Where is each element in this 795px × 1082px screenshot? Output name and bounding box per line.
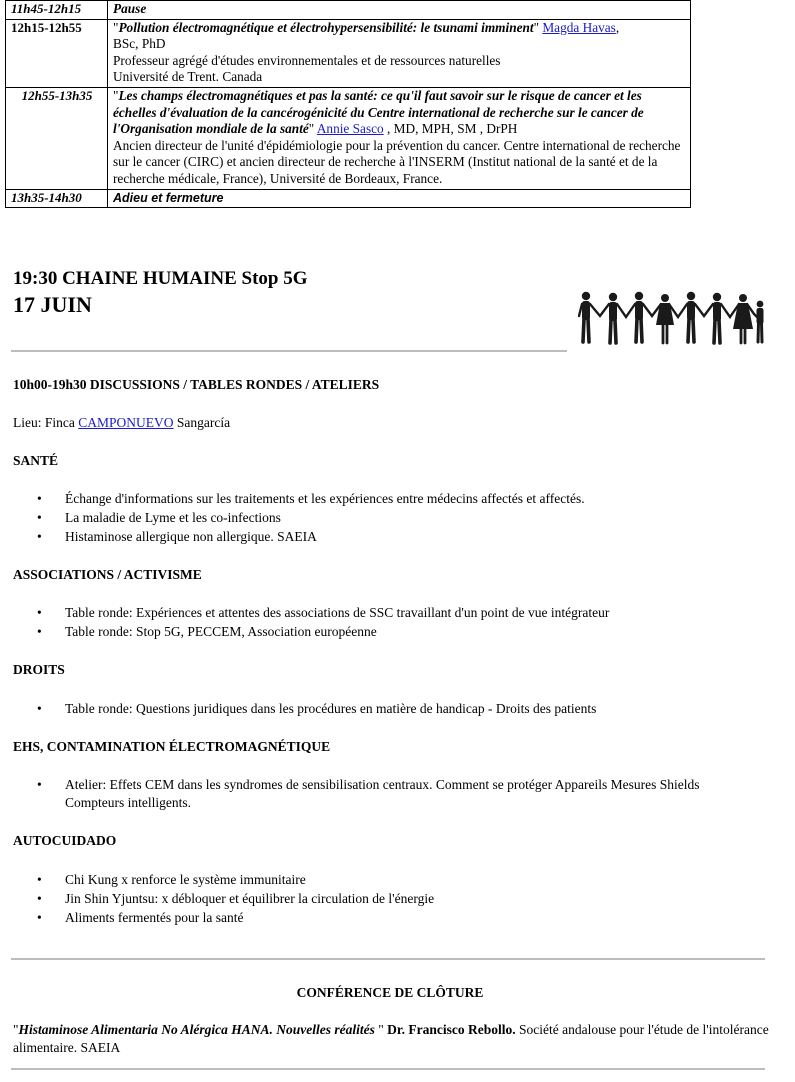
- sante-list: [0, 490, 780, 547]
- list-item: [0, 700, 780, 718]
- discussions-heading: 10h00-19h30 DISCUSSIONS / TABLES RONDES / ATELIERS: [13, 377, 380, 392]
- list-item: [0, 776, 780, 811]
- list-item: [0, 909, 780, 927]
- session-title: Les champs électromagnétiques et pas la santé: ce qu'il faut savoir sur le risque de cancer et les échelles d'évaluation de la cancérogénicité du Centre international de recherche sur le cancer de l'Organisation mondiale de la santé: [113, 87, 644, 137]
- closing-speaker: Dr. Francisco Rebollo.: [387, 1022, 516, 1037]
- list-item-text: Table ronde: Stop 5G, PECCEM, Association européenne: [65, 624, 377, 639]
- closing-title: Histaminose Alimentaria No Alérgica HANA. Nouvelles réalités: [18, 1022, 375, 1037]
- session-title: Pollution électromagnétique et électrohypersensibilité: le tsunami imminent: [118, 19, 534, 35]
- section-divider: [11, 350, 567, 352]
- table-row: [6, 1, 691, 20]
- associations-list: [0, 604, 780, 642]
- session-title: Pause: [113, 1, 147, 16]
- session-cell: [108, 189, 691, 208]
- bullet-icon: •: [37, 529, 42, 544]
- list-item-text: La maladie de Lyme et les co-infections: [65, 510, 281, 525]
- list-item-text: Jin Shin Yjuntsu: x débloquer et équilibrer la circulation de l'énergie: [65, 891, 435, 906]
- speaker-suffix: , MD, MPH, SM , DrPH: [383, 121, 518, 137]
- section-divider: [11, 1068, 765, 1070]
- time-cell: 13h35-14h30: [6, 189, 108, 208]
- section-title-autocuidado: AUTOCUIDADO: [13, 833, 117, 848]
- section-title-sante: SANTÉ: [13, 453, 59, 468]
- bullet-icon: •: [37, 891, 42, 906]
- list-item-text: Chi Kung x renforce le système immunitaire: [65, 872, 306, 887]
- droits-list: [0, 700, 780, 719]
- speaker-link-havas[interactable]: Magda Havas: [542, 19, 616, 35]
- list-item: [0, 871, 780, 889]
- speaker-suffix: ,: [615, 19, 620, 35]
- bullet-icon: •: [37, 624, 42, 639]
- list-item-text: Atelier: Effets CEM dans les syndromes de sensibilisation centraux. Comment se protéger Appareils Mesures Shields Compteurs intelligents.: [65, 777, 700, 810]
- time-cell: 12h15-12h55: [6, 19, 108, 87]
- closing-paragraph: [13, 1021, 775, 1056]
- speaker-link-sasco[interactable]: Annie Sasco: [316, 121, 384, 137]
- session-cell: [108, 1, 691, 20]
- list-item-text: Aliments fermentés pour la santé: [65, 910, 244, 925]
- quote-mark: ": [374, 1022, 388, 1037]
- speaker-bio: Ancien directeur de l'unité d'épidémiologie pour la prévention du cancer. Centre international de recherche sur le cancer (CIRC) et ancien directeur de recherche à l'INSERM (Institut national de la santé et de la recherche médicale, France), Université de Bordeaux, France.: [113, 137, 681, 186]
- ehs-list: [0, 776, 780, 813]
- schedule-table: [5, 0, 691, 208]
- session-cell: "Pollution électromagnétique et électrohypersensibilité: le tsunami imminent" Magda Havas, BSc, PhD Professeur agrégé d'études environnementales et de ressources naturelles Université de Trent. Canada: [108, 19, 691, 87]
- bullet-icon: •: [37, 910, 42, 925]
- list-item: [0, 490, 780, 508]
- list-item: [0, 528, 780, 546]
- bullet-icon: •: [37, 491, 42, 506]
- event-date: 17 JUIN: [13, 292, 92, 317]
- section-divider: [11, 958, 765, 960]
- table-row: [6, 189, 691, 208]
- closing-heading: CONFÉRENCE DE CLÔTURE: [296, 985, 484, 1000]
- section-title-associations: ASSOCIATIONS / ACTIVISME: [13, 567, 202, 582]
- autocuidado-list: [0, 871, 780, 928]
- list-item-text: Échange d'informations sur les traitements et les expériences entre médecins affectés et affectés.: [65, 491, 585, 506]
- bullet-icon: •: [37, 605, 42, 620]
- bullet-icon: •: [37, 510, 42, 525]
- venue-prefix: Lieu: Finca: [13, 415, 79, 430]
- time-cell: 12h55-13h35: [6, 87, 108, 189]
- list-item: [0, 623, 780, 641]
- session-cell: "Les champs électromagnétiques et pas la santé: ce qu'il faut savoir sur le risque de cancer et les échelles d'évaluation de la cancérogénicité du Centre international de recherche sur le cancer de l'Organisation mondiale de la santé" Annie Sasco , MD, MPH, SM , DrPH Ancien directeur de l'unité d'épidémiologie pour la prévention du cancer. Centre international de recherche sur le cancer (CIRC) et ancien directeur de recherche à l'INSERM (Institut national de la santé et de la recherche médicale, France), Université de Bordeaux, France.: [108, 87, 691, 189]
- quote-mark: ": [13, 1022, 19, 1037]
- session-title: Adieu et fermeture: [113, 190, 224, 205]
- section-title-ehs: EHS, CONTAMINATION ÉLECTROMAGNÉTIQUE: [13, 739, 331, 754]
- time-cell: 11h45-12h15: [6, 1, 108, 20]
- list-item: [0, 604, 780, 622]
- speaker-affiliation: Université de Trent. Canada: [113, 69, 263, 85]
- bullet-icon: •: [37, 701, 42, 716]
- table-row: [6, 87, 691, 189]
- list-item: [0, 509, 780, 527]
- venue-line: [13, 414, 230, 431]
- closing-affiliation: Société andalouse pour l'étude de l'intolérance alimentaire. SAEIA: [13, 1022, 769, 1055]
- bullet-icon: •: [37, 872, 42, 887]
- list-item-text: Table ronde: Expériences et attentes des associations de SSC travaillant d'un point de vue intégrateur: [65, 605, 610, 620]
- list-item: [0, 890, 780, 908]
- bullet-icon: •: [37, 777, 42, 792]
- event-time-title: 19:30 CHAINE HUMAINE Stop 5G: [13, 268, 308, 289]
- table-row: [6, 19, 691, 87]
- venue-link[interactable]: CAMPONUEVO: [78, 415, 174, 430]
- list-item-text: Histaminose allergique non allergique. SAEIA: [65, 529, 317, 544]
- venue-suffix: Sangarcía: [173, 415, 231, 430]
- list-item-text: Table ronde: Questions juridiques dans les procédures en matière de handicap - Droits des patients: [65, 701, 597, 716]
- speaker-degree: BSc, PhD: [113, 36, 166, 52]
- section-title-droits: DROITS: [13, 662, 65, 677]
- human-chain-icon: [578, 290, 765, 346]
- speaker-role: Professeur agrégé d'études environnementales et de ressources naturelles: [113, 52, 501, 68]
